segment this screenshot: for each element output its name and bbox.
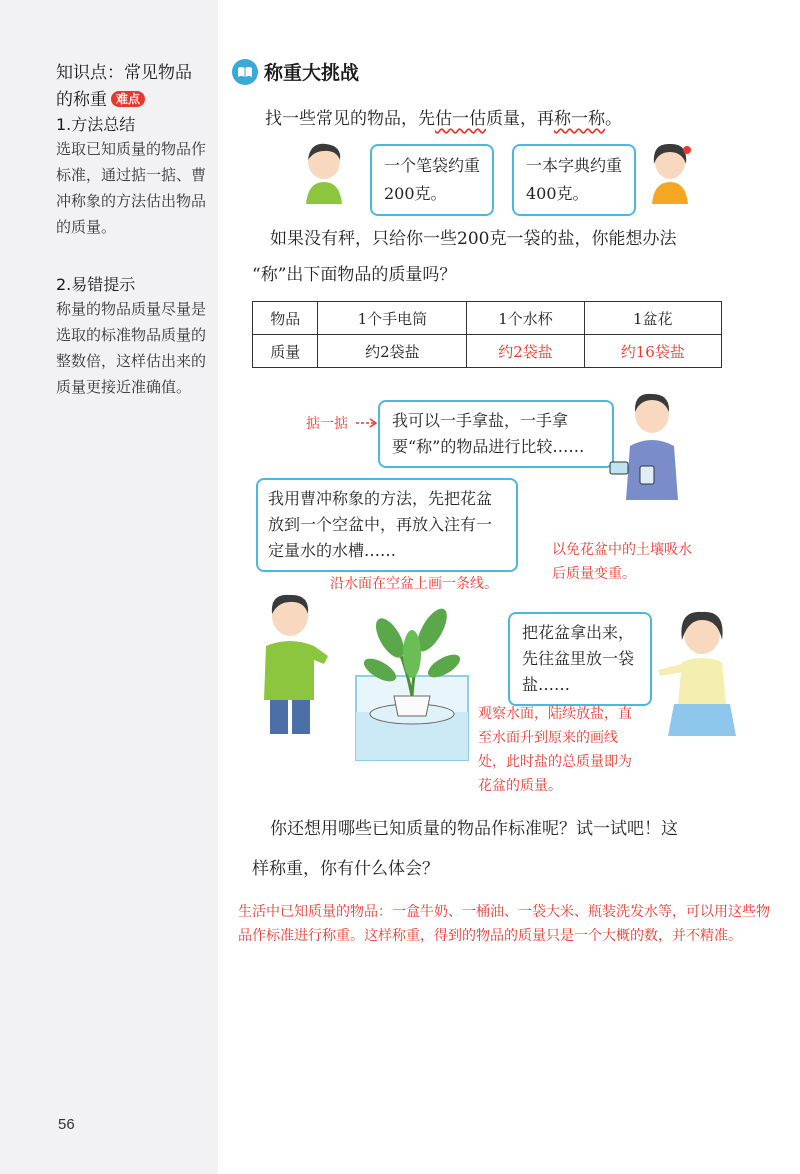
girl-avatar-icon (640, 140, 700, 204)
book-icon (232, 59, 258, 85)
arrow-icon (354, 416, 378, 430)
table-cell: 1个手电筒 (318, 302, 467, 335)
soil-annotation: 以免花盆中的土壤吸水后质量变重。 (552, 542, 692, 582)
table-cell: 1盆花 (584, 302, 721, 335)
boy-avatar-icon (296, 140, 356, 204)
table-row (253, 335, 722, 368)
answer-cell: 约16袋盐 (584, 335, 721, 368)
method-summary-heading: 1.方法总结 (56, 115, 136, 134)
knowledge-point-title (56, 60, 206, 114)
girl-gesturing-icon (648, 604, 740, 754)
question-line-1: 如果没有秤，只给你一些200克一袋的盐，你能想办法 (270, 229, 677, 249)
weigh-emphasis: 称一称 (554, 109, 605, 129)
error-tip-body: 称量的物品质量尽量是选取的标准物品质量的整数倍，这样估出来的质量更接近准确值。 (56, 300, 207, 396)
bottom-question-line-2: 样称重，你有什么体会？ (252, 859, 439, 879)
salt-bubble: 把花盆拿出来，先往盆里放一袋盐…… (508, 612, 652, 706)
estimate-emphasis: 估一估 (435, 109, 486, 129)
boy-holding-items-icon (604, 390, 690, 500)
table-cell: 约2袋盐 (318, 335, 467, 368)
sidebar-title-text: 知识点：常见物品的称重 (56, 63, 192, 110)
table-cell: 质量 (253, 335, 318, 368)
hand-compare-bubble: 我可以一手拿盐，一手拿要“称”的物品进行比较…… (378, 400, 614, 468)
difficulty-badge: 难点 (111, 91, 145, 107)
line-annotation: 沿水面在空盆上画一条线。 (330, 576, 498, 592)
pencilcase-bubble: 一个笔袋约重200克。 (370, 144, 494, 216)
plant-in-water-tank-icon (352, 604, 472, 764)
sidebar (0, 0, 218, 1174)
bottom-question-line-1: 你还想用哪些已知质量的物品作标准呢？试一试吧！这 (270, 819, 678, 839)
dian-annotation: 掂一掂 (306, 416, 348, 432)
observe-annotation: 观察水面，陆续放盐，直至水面升到原来的画线处，此时盐的总质量即为花盆的质量。 (478, 706, 632, 794)
table-cell: 物品 (253, 302, 318, 335)
table-cell: 1个水杯 (467, 302, 584, 335)
intro-text: 找一些常见的物品，先估一估质量，再称一称。 (265, 109, 622, 129)
section-header (232, 58, 359, 85)
weight-table (252, 301, 722, 368)
error-tip-heading: 2.易错提示 (56, 275, 136, 294)
section-title: 称重大挑战 (264, 62, 360, 84)
question-line-2: “称”出下面物品的质量吗？ (252, 265, 457, 285)
answer-text: 生活中已知质量的物品：一盒牛奶、一桶油、一袋大米、瓶装洗发水等，可以用这些物品作标准进行称重。这样称重，得到的物品的质量只是一个大概的数，并不精准。 (238, 904, 770, 944)
caochong-bubble: 我用曹冲称象的方法，先把花盆放到一个空盆中，再放入注有一定量水的水槽…… (256, 478, 518, 572)
dictionary-bubble: 一本字典约重400克。 (512, 144, 636, 216)
answer-cell: 约2袋盐 (467, 335, 584, 368)
method-summary-body: 选取已知质量的物品作标准，通过掂一掂、曹冲称象的方法估出物品的质量。 (56, 140, 207, 236)
page-number: 56 (58, 1116, 75, 1133)
table-row (253, 302, 722, 335)
boy-gesturing-icon (254, 592, 338, 734)
